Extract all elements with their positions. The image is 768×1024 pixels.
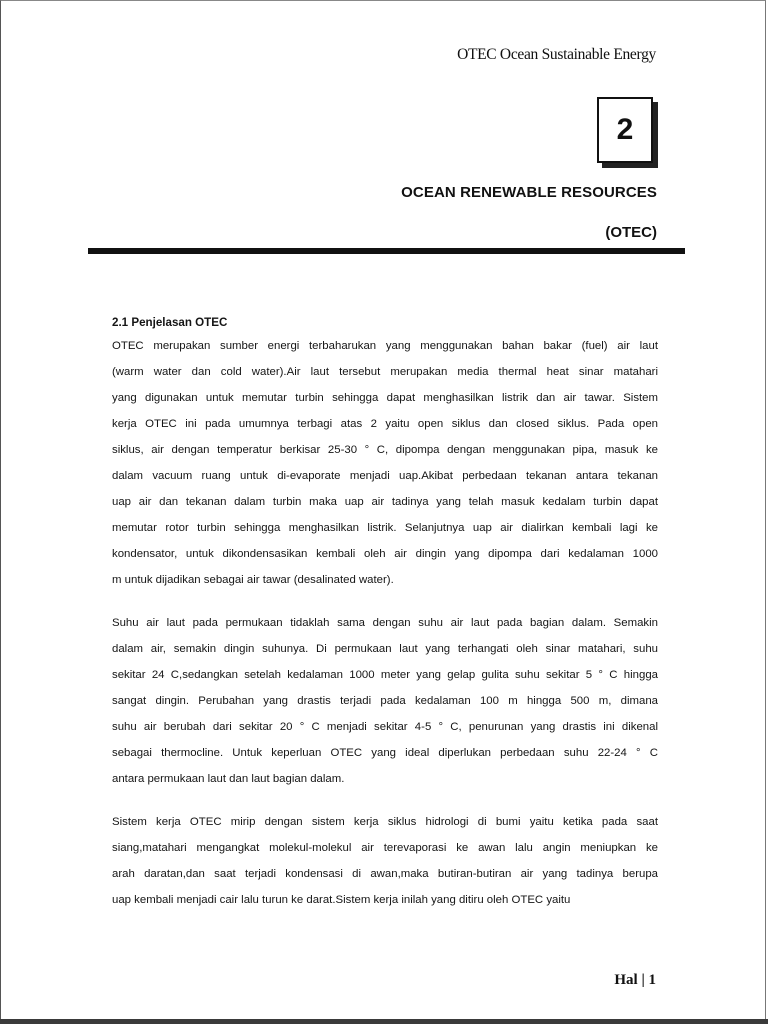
body-paragraph bbox=[112, 610, 658, 792]
text-line: uap air dan tekanan dalam turbin maka uap air tadinya yang telah masuk kedalam turbin dapat bbox=[112, 496, 658, 508]
text-line: arah daratan,dan saat terjadi kondensasi di awan,maka butiran-butiran air yang tadinya berupa bbox=[112, 868, 658, 880]
text-line: m untuk dijadikan sebagai air tawar (desalinated water). bbox=[112, 574, 394, 586]
viewer-bottom-bar bbox=[0, 1019, 768, 1024]
text-line: suhu air berubah dari sekitar 20 ° C menjadi sekitar 4-5 ° C, penurunan yang drastis ini dikenal bbox=[112, 721, 658, 733]
text-line: sangat dingin. Perubahan yang drastis terjadi pada kedalaman 100 m hingga 500 m, dimana bbox=[112, 695, 658, 707]
text-line: yang digunakan untuk memutar turbin sehingga dapat menghasilkan listrik dan air tawar. Sistem bbox=[112, 392, 658, 404]
text-line: kondensator, untuk dikondensasikan kembali oleh air dingin yang dipompa dari kedalaman 1000 bbox=[112, 548, 658, 560]
section-heading: 2.1 Penjelasan OTEC bbox=[112, 316, 228, 329]
chapter-subtitle: (OTEC) bbox=[605, 224, 657, 241]
text-line: dalam vacuum ruang untuk di-evaporate menjadi uap.Akibat perbedaan tekanan antara tekanan bbox=[112, 470, 658, 482]
text-line: uap kembali menjadi cair lalu turun ke darat.Sistem kerja inilah yang ditiru oleh OTEC yaitu bbox=[112, 894, 571, 906]
text-line: siang,matahari mengangkat molekul-molekul air terevaporasi ke awan lalu angin meniupkan ke bbox=[112, 842, 658, 854]
text-line: Sistem kerja OTEC mirip dengan sistem kerja siklus hidrologi di bumi yaitu ketika pada saat bbox=[112, 816, 658, 828]
paragraph-list bbox=[112, 333, 658, 913]
chapter-number: 2 bbox=[616, 113, 634, 146]
text-line: dalam air, semakin dingin suhunya. Di permukaan laut yang terhangati oleh sinar matahari, suhu bbox=[112, 643, 658, 655]
page-number: Hal | 1 bbox=[614, 972, 656, 988]
body-paragraph bbox=[112, 809, 658, 913]
body-content bbox=[112, 313, 658, 913]
text-line: sekitar 24 C,sedangkan setelah kedalaman 1000 meter yang gelap gulita suhu sekitar 5 ° C hingga bbox=[112, 669, 658, 681]
text-line: OTEC merupakan sumber energi terbaharukan yang menggunakan bahan bakar (fuel) air laut bbox=[112, 340, 658, 352]
text-line: siklus, air dengan temperatur berkisar 25-30 ° C, dipompa dengan menggunakan pipa, masuk ke bbox=[112, 444, 658, 456]
body-paragraph bbox=[112, 333, 658, 593]
chapter-number-box bbox=[597, 97, 653, 163]
text-line: (warm water dan cold water).Air laut tersebut merupakan media thermal heat sinar matahari bbox=[112, 366, 658, 378]
text-line: Suhu air laut pada permukaan tidaklah sama dengan suhu air laut pada bagian dalam. Semakin bbox=[112, 617, 658, 629]
running-header: OTEC Ocean Sustainable Energy bbox=[457, 46, 656, 63]
chapter-title: OCEAN RENEWABLE RESOURCES bbox=[401, 184, 657, 201]
text-line: antara permukaan laut dan laut bagian dalam. bbox=[112, 773, 345, 785]
title-divider bbox=[88, 248, 685, 254]
text-line: sebagai thermocline. Untuk keperluan OTEC yang ideal diperlukan perbedaan suhu 22-24 ° C bbox=[112, 747, 658, 759]
text-line: memutar rotor turbin sehingga menghasilkan listrik. Selanjutnya uap air dialirkan kembali lagi ke bbox=[112, 522, 658, 534]
text-line: kerja OTEC ini pada umumnya terbagi atas 2 yaitu open siklus dan closed siklus. Pada open bbox=[112, 418, 658, 430]
